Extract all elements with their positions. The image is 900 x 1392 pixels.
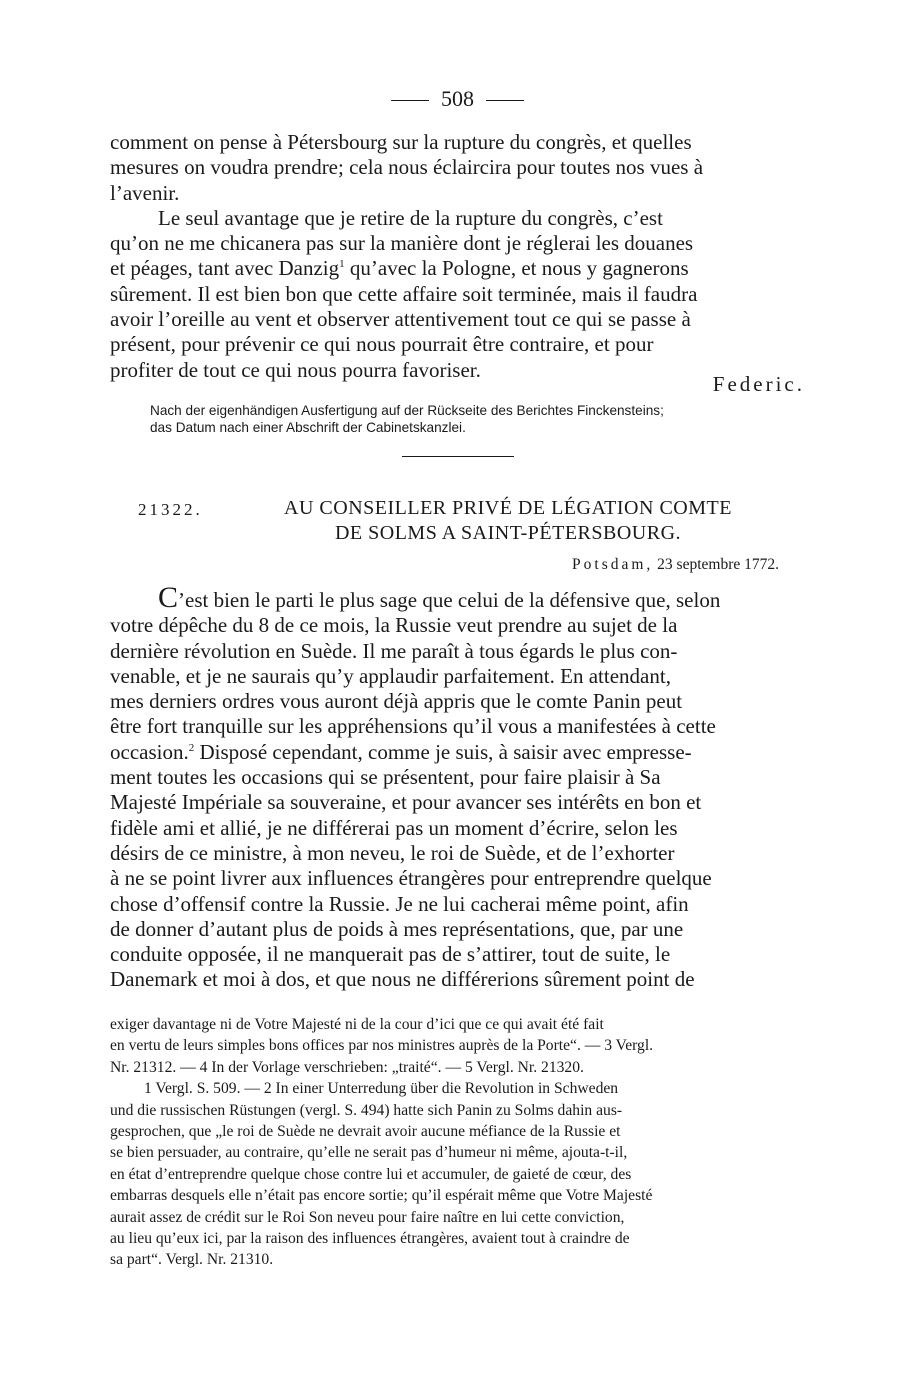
page-number: 508 bbox=[441, 86, 474, 111]
text-line: mesures on voudra prendre; cela nous éclaircira pour toutes nos vues à bbox=[110, 155, 704, 180]
footnote-line: aurait assez de crédit sur le Roi Son neveu pour faire naître en lui cette conviction, bbox=[110, 1208, 625, 1226]
text-fragment: et péages, tant avec Danzig bbox=[110, 256, 340, 281]
footnote-line: au lieu qu’eux ici, par la raison des influences étrangères, avaient tout à craindre de bbox=[110, 1230, 630, 1248]
text-line: avoir l’oreille au vent et observer attentivement tout ce qui se passe à bbox=[110, 307, 691, 332]
footnote-line: se bien persuader, au contraire, qu’elle ne serait pas d’humeur ni même, ajouta-t-il, bbox=[110, 1144, 628, 1162]
book-page bbox=[110, 0, 805, 1392]
footnote-line: 1 Vergl. S. 509. — 2 In einer Unterredung über die Revolution in Schweden bbox=[144, 1080, 619, 1098]
text-line bbox=[110, 581, 805, 614]
footnote-marker: 1 bbox=[339, 258, 345, 271]
footnote-marker: 2 bbox=[188, 741, 195, 754]
footnote-line: und die russischen Rüstungen (vergl. S. 494) hatte sich Panin zu Solms dahin aus- bbox=[110, 1101, 623, 1119]
text-fragment: occasion. bbox=[110, 739, 189, 764]
dateline-date: 23 septembre 1772. bbox=[653, 556, 779, 573]
text-line: conduite opposée, il ne manquerait pas de s’attirer, tout de suite, le bbox=[110, 942, 671, 967]
letter-heading bbox=[228, 496, 788, 546]
dateline-place: Potsdam, bbox=[572, 556, 654, 573]
footnote-line: sa part“. Vergl. Nr. 21310. bbox=[110, 1251, 274, 1269]
previous-letter-body bbox=[110, 130, 805, 383]
text-line: ment toutes les occasions qui se présentent, pour faire plaisir à Sa bbox=[110, 765, 661, 790]
text-line: comment on pense à Pétersbourg sur la rupture du congrès, et quelles bbox=[110, 130, 692, 154]
source-note bbox=[110, 402, 845, 436]
source-note-line: Nach der eigenhändigen Ausfertigung auf der Rückseite des Berichtes Finckensteins; bbox=[150, 403, 664, 418]
text-line: venable, et je ne saurais qu’y applaudir parfaitement. En attendant, bbox=[110, 663, 671, 688]
source-note-line: das Datum nach einer Abschrift der Cabinetskanzlei. bbox=[150, 420, 466, 435]
text-fragment: ’est bien le parti le plus sage que celui de la défensive que, selon bbox=[178, 588, 721, 612]
dateline bbox=[572, 556, 779, 574]
text-line: Le seul avantage que je retire de la rupture du congrès, c’est bbox=[158, 205, 663, 230]
letter-body bbox=[110, 581, 805, 993]
text-line: fidèle ami et allié, je ne différerai pas un moment d’écrire, selon les bbox=[110, 815, 678, 840]
text-line bbox=[110, 740, 805, 765]
initial-letter: C bbox=[158, 581, 179, 614]
letter-number: 21322. bbox=[138, 500, 203, 519]
footnote-line: gesprochen, que „le roi de Suède ne devrait avoir aucune méfiance de la Russie et bbox=[110, 1123, 621, 1141]
text-line: présent, pour prévenir ce qui nous pourrait être contraire, et pour bbox=[110, 332, 654, 357]
text-fragment: qu’avec la Pologne, et nous y gagnerons bbox=[344, 256, 689, 281]
text-line: à ne se point livrer aux influences étrangères pour entreprendre quelque bbox=[110, 866, 712, 891]
text-line: sûrement. Il est bien bon que cette affaire soit terminée, mais il faudra bbox=[110, 281, 698, 306]
footnote-line: en vertu de leurs simples bons offices par nos ministres auprès de la Porte“. — 3 Vergl. bbox=[110, 1037, 654, 1055]
text-line: votre dépêche du 8 de ce mois, la Russie veut prendre au sujet de la bbox=[110, 613, 678, 638]
signature: Federic. bbox=[712, 372, 805, 396]
text-line: profiter de tout ce qui nous pourra favoriser. bbox=[110, 357, 481, 382]
text-line bbox=[110, 256, 805, 281]
page-number-dash-left bbox=[391, 100, 429, 101]
footnote-line: Nr. 21312. — 4 In der Vorlage verschrieben: „traité“. — 5 Vergl. Nr. 21320. bbox=[110, 1058, 584, 1076]
text-line: de donner d’autant plus de poids à mes représentations, que, par une bbox=[110, 916, 684, 941]
text-fragment: Disposé cependant, comme je suis, à saisir avec empresse- bbox=[194, 739, 692, 764]
page-number-header bbox=[110, 86, 805, 112]
text-line: mes derniers ordres vous auront déjà appris que le comte Panin peut bbox=[110, 689, 683, 714]
footnote-line: embarras desquels elle n’était pas encore sortie; qu’il espérait même que Votre Majesté bbox=[110, 1187, 653, 1205]
text-line: Majesté Impériale sa souveraine, et pour avancer ses intérêts en bon et bbox=[110, 790, 702, 815]
section-divider bbox=[402, 456, 514, 457]
text-line: qu’on ne me chicanera pas sur la manière dont je réglerai les douanes bbox=[110, 231, 694, 256]
text-line: dernière révolution en Suède. Il me paraît à tous égards le plus con- bbox=[110, 638, 678, 663]
text-line: Danemark et moi à dos, et que nous ne différerions sûrement point de bbox=[110, 967, 695, 992]
page-number-dash-right bbox=[486, 100, 524, 101]
text-line: être fort tranquille sur les appréhensions qu’il vous a manifestées à cette bbox=[110, 714, 716, 739]
letter-heading-line: DE SOLMS A SAINT-PÉTERSBOURG. bbox=[334, 522, 682, 544]
footnotes bbox=[110, 1014, 805, 1271]
footnote-line: exiger davantage ni de Votre Majesté ni de la cour d’ici que ce qui avait été fait bbox=[110, 1016, 604, 1033]
footnote-line: en état d’entreprendre quelque chose contre lui et accumuler, de gaieté de cœur, des bbox=[110, 1165, 632, 1183]
letter-heading-line: AU CONSEILLER PRIVÉ DE LÉGATION COMTE bbox=[284, 497, 732, 519]
text-line: l’avenir. bbox=[110, 180, 180, 205]
text-line: désirs de ce ministre, à mon neveu, le roi de Suède, et de l’exhorter bbox=[110, 840, 675, 865]
text-line: chose d’offensif contre la Russie. Je ne lui cacherai même point, afin bbox=[110, 891, 689, 916]
